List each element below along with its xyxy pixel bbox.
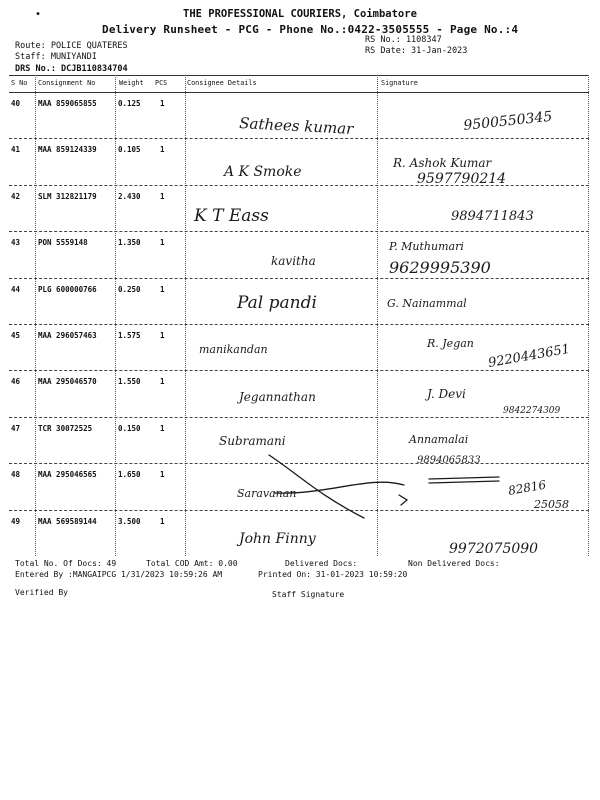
row-weight: 0.250 [118, 284, 141, 294]
handwritten-signature: Annamalai [409, 433, 469, 446]
handwritten-signature: R. Jegan [427, 337, 474, 350]
col-header-sno: S No [11, 79, 28, 87]
consignee-handwritten-name: Jegannathan [239, 390, 316, 404]
row-consignment-no: MAA 859065855 [38, 99, 97, 108]
consignee-handwritten-name: K T Eass [194, 206, 269, 226]
row-sno: 44 [11, 284, 21, 294]
consignee-handwritten-name: Subramani [219, 434, 286, 448]
handwritten-signature: P. Muthumari [389, 240, 464, 253]
row-pcs: 1 [160, 516, 165, 526]
row-pcs: 1 [160, 331, 165, 340]
row-sno: 47 [11, 423, 21, 433]
handwritten-signature: 25058 [534, 498, 569, 511]
handwritten-signature: 9894065833 [417, 455, 481, 466]
company-title: THE PROFESSIONAL COURIERS, Coimbatore [183, 8, 417, 20]
consignee-handwritten-name: John Finny [239, 531, 316, 547]
row-weight: 1.350 [118, 238, 141, 248]
strike-line [429, 477, 499, 479]
handwritten-signature: 9894711843 [451, 209, 534, 224]
col-header-signature: Signature [381, 79, 418, 87]
row-pcs: 1 [160, 423, 165, 433]
total-cod: Total COD Amt: 0.00 [146, 559, 238, 568]
handwritten-signature: R. Ashok Kumar [393, 156, 492, 170]
total-docs: Total No. Of Docs: 49 [15, 559, 117, 568]
handwritten-signature: 82816 [507, 477, 548, 498]
row-consignment-no: MAA 569589144 [38, 516, 97, 526]
col-header-consignment: Consignment No [38, 79, 96, 87]
runsheet-title: Delivery Runsheet - PCG - Phone No.:0422-3505555 - Page No.:4 [102, 23, 519, 36]
consignee-handwritten-name: Saravanan [237, 487, 297, 500]
handwritten-signature: 9597790214 [417, 171, 507, 187]
row-sno: 48 [11, 470, 21, 480]
row-sno: 49 [11, 516, 21, 526]
consignee-handwritten-name: A K Smoke [224, 164, 302, 180]
col-header-pcs: PCS [155, 79, 168, 87]
row-pcs: 1 [160, 284, 165, 294]
row-sno: 41 [11, 145, 21, 155]
row-consignment-no: MAA 295046565 [38, 470, 97, 480]
route-label: Route: POLICE QUATERES [15, 41, 128, 51]
consignee-handwritten-name: Pal pandi [237, 293, 317, 313]
consignee-handwritten-name: manikandan [199, 343, 268, 356]
consignee-handwritten-name: Sathees kumar [238, 114, 354, 138]
handwriting-layer [9, 75, 589, 556]
col-header-consignee: Consignee Details [187, 79, 257, 87]
handwritten-signature: 9842274309 [503, 406, 561, 416]
row-weight: 0.125 [118, 99, 141, 108]
row-sno: 42 [11, 191, 21, 201]
arrow-mark [399, 495, 407, 505]
rs-number: RS No.: 1108347 [365, 35, 442, 45]
row-consignment-no: TCR 30072525 [38, 423, 93, 433]
handwritten-signature: 9972075090 [449, 541, 539, 556]
row-pcs: 1 [160, 470, 165, 480]
staff-label: Staff: MUNIYANDI [15, 52, 97, 62]
consignee-handwritten-name: kavitha [271, 254, 316, 268]
runsheet-table [9, 75, 589, 556]
rs-date: RS Date: 31-Jan-2023 [365, 46, 468, 56]
printed-on: Printed On: 31-01-2023 10:59:20 [258, 570, 408, 579]
handwritten-signature: G. Nainammal [387, 297, 467, 310]
row-consignment-no: PLG 600000766 [38, 284, 97, 294]
entered-by: Entered By :MANGAIPCG 1/31/2023 10:59:26 AM [15, 570, 223, 579]
staff-signature-label: Staff Signature [272, 590, 345, 599]
row-pcs: 1 [160, 238, 165, 248]
verified-by: Verified By [15, 588, 68, 597]
non-delivered-docs: Non Delivered Docs: [408, 559, 500, 568]
row-weight: 1.550 [118, 377, 141, 387]
row-sno: 43 [11, 238, 21, 248]
strike-line [429, 481, 499, 483]
row-weight: 1.650 [118, 470, 141, 480]
punch-mark: • [35, 9, 42, 20]
row-weight: 0.150 [118, 423, 141, 433]
drs-number: DRS No.: DCJB110834704 [15, 64, 128, 74]
handwritten-signature: 9629995390 [389, 258, 491, 277]
row-pcs: 1 [160, 191, 165, 201]
row-consignment-no: MAA 296057463 [38, 331, 97, 340]
row-pcs: 1 [160, 99, 165, 108]
handwritten-signature: 9500550345 [462, 108, 554, 134]
row-consignment-no: MAA 859124339 [38, 145, 97, 155]
row-consignment-no: SLM 312821179 [38, 191, 97, 201]
handwritten-signature: 9220443651 [487, 341, 572, 371]
col-header-weight: Weight [119, 79, 144, 87]
row-weight: 1.575 [118, 331, 141, 340]
row-sno: 45 [11, 331, 21, 340]
row-pcs: 1 [160, 377, 165, 387]
row-weight: 0.105 [118, 145, 141, 155]
row-pcs: 1 [160, 145, 165, 155]
row-sno: 46 [11, 377, 21, 387]
row-sno: 40 [11, 99, 21, 108]
handwritten-signature: J. Devi [427, 387, 466, 401]
row-consignment-no: PON 5559148 [38, 238, 88, 248]
row-weight: 3.500 [118, 516, 141, 526]
row-consignment-no: MAA 295046570 [38, 377, 97, 387]
delivered-docs: Delivered Docs: [285, 559, 358, 568]
row-weight: 2.430 [118, 191, 141, 201]
